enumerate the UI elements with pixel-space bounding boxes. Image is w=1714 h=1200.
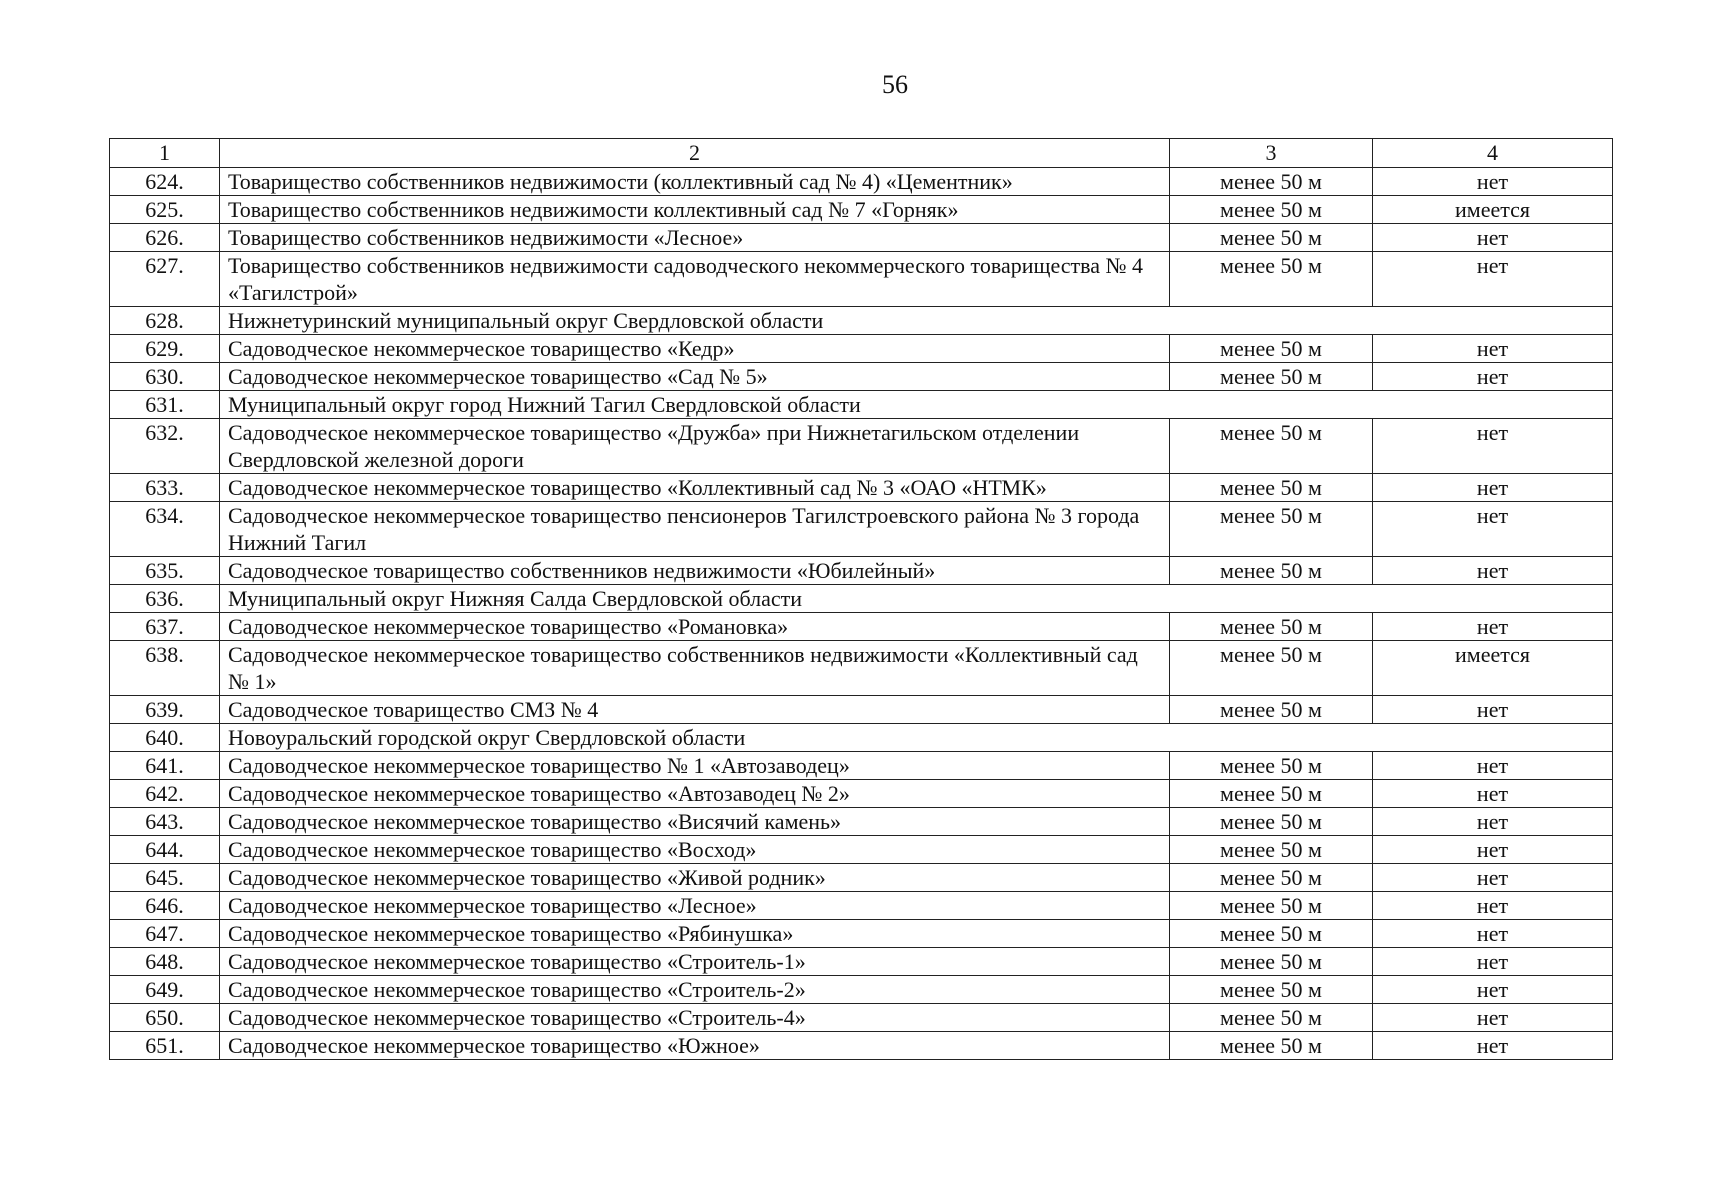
- distance-cell: менее 50 м: [1170, 502, 1373, 557]
- table-row: [110, 168, 1613, 196]
- name-cell: Садоводческое некоммерческое товарищество «Южное»: [220, 1032, 1170, 1060]
- distance-cell: менее 50 м: [1170, 920, 1373, 948]
- table-row: [110, 196, 1613, 224]
- table-row: [110, 224, 1613, 252]
- distance-cell: менее 50 м: [1170, 419, 1373, 474]
- name-cell: Садоводческое некоммерческое товарищество «Строитель-4»: [220, 1004, 1170, 1032]
- availability-cell: нет: [1373, 335, 1613, 363]
- table-group-row: [110, 585, 1613, 613]
- availability-cell: нет: [1373, 1004, 1613, 1032]
- column-header-1: 1: [110, 139, 220, 168]
- name-cell: Садоводческое некоммерческое товарищество «Кедр»: [220, 335, 1170, 363]
- row-number-cell: 646.: [110, 892, 220, 920]
- table-group-row: [110, 307, 1613, 335]
- distance-cell: менее 50 м: [1170, 696, 1373, 724]
- distance-cell: менее 50 м: [1170, 557, 1373, 585]
- table-row: [110, 335, 1613, 363]
- column-header-4: 4: [1373, 139, 1613, 168]
- distance-cell: менее 50 м: [1170, 864, 1373, 892]
- name-cell: Садоводческое некоммерческое товарищество «Дружба» при Нижнетагильском отделении Свердловской железной дороги: [220, 419, 1170, 474]
- name-cell: Садоводческое некоммерческое товарищество «Романовка»: [220, 613, 1170, 641]
- name-cell: Товарищество собственников недвижимости «Лесное»: [220, 224, 1170, 252]
- distance-cell: менее 50 м: [1170, 752, 1373, 780]
- availability-cell: нет: [1373, 976, 1613, 1004]
- table-header-row: [110, 139, 1613, 168]
- name-cell: Садоводческое товарищество собственников недвижимости «Юбилейный»: [220, 557, 1170, 585]
- row-number-cell: 629.: [110, 335, 220, 363]
- distance-cell: менее 50 м: [1170, 808, 1373, 836]
- name-cell: Садоводческое некоммерческое товарищество пенсионеров Тагилстроевского района № 3 города Нижний Тагил: [220, 502, 1170, 557]
- availability-cell: нет: [1373, 696, 1613, 724]
- availability-cell: нет: [1373, 948, 1613, 976]
- availability-cell: нет: [1373, 1032, 1613, 1060]
- availability-cell: нет: [1373, 780, 1613, 808]
- page-number: 56: [882, 70, 908, 99]
- distance-cell: менее 50 м: [1170, 196, 1373, 224]
- distance-cell: менее 50 м: [1170, 780, 1373, 808]
- row-number-cell: 648.: [110, 948, 220, 976]
- name-cell: Садоводческое некоммерческое товарищество «Лесное»: [220, 892, 1170, 920]
- row-number-cell: 642.: [110, 780, 220, 808]
- table-row: [110, 696, 1613, 724]
- row-number-cell: 633.: [110, 474, 220, 502]
- row-number-cell: 636.: [110, 585, 220, 613]
- availability-cell: нет: [1373, 752, 1613, 780]
- distance-cell: менее 50 м: [1170, 168, 1373, 196]
- availability-cell: нет: [1373, 502, 1613, 557]
- row-number-cell: 639.: [110, 696, 220, 724]
- availability-cell: имеется: [1373, 196, 1613, 224]
- availability-cell: нет: [1373, 808, 1613, 836]
- distance-cell: менее 50 м: [1170, 252, 1373, 307]
- name-cell: Товарищество собственников недвижимости коллективный сад № 7 «Горняк»: [220, 196, 1170, 224]
- table-row: [110, 419, 1613, 474]
- column-header-3: 3: [1170, 139, 1373, 168]
- row-number-cell: 641.: [110, 752, 220, 780]
- table-row: [110, 1004, 1613, 1032]
- availability-cell: нет: [1373, 892, 1613, 920]
- table-row: [110, 836, 1613, 864]
- distance-cell: менее 50 м: [1170, 892, 1373, 920]
- row-number-cell: 635.: [110, 557, 220, 585]
- row-number-cell: 651.: [110, 1032, 220, 1060]
- availability-cell: нет: [1373, 252, 1613, 307]
- row-number-cell: 649.: [110, 976, 220, 1004]
- distance-cell: менее 50 м: [1170, 976, 1373, 1004]
- distance-cell: менее 50 м: [1170, 641, 1373, 696]
- table-row: [110, 948, 1613, 976]
- table-row: [110, 252, 1613, 307]
- table-row: [110, 363, 1613, 391]
- name-cell: Садоводческое некоммерческое товарищество «Автозаводец № 2»: [220, 780, 1170, 808]
- distance-cell: менее 50 м: [1170, 836, 1373, 864]
- distance-cell: менее 50 м: [1170, 335, 1373, 363]
- name-cell: Садоводческое некоммерческое товарищество № 1 «Автозаводец»: [220, 752, 1170, 780]
- availability-cell: нет: [1373, 168, 1613, 196]
- row-number-cell: 631.: [110, 391, 220, 419]
- table-row: [110, 892, 1613, 920]
- name-cell: Товарищество собственников недвижимости (коллективный сад № 4) «Цементник»: [220, 168, 1170, 196]
- row-number-cell: 640.: [110, 724, 220, 752]
- distance-cell: менее 50 м: [1170, 1004, 1373, 1032]
- name-cell: Садоводческое товарищество СМЗ № 4: [220, 696, 1170, 724]
- distance-cell: менее 50 м: [1170, 474, 1373, 502]
- row-number-cell: 632.: [110, 419, 220, 474]
- distance-cell: менее 50 м: [1170, 363, 1373, 391]
- table-row: [110, 641, 1613, 696]
- availability-cell: нет: [1373, 224, 1613, 252]
- group-name-cell: Муниципальный округ город Нижний Тагил Свердловской области: [220, 391, 1613, 419]
- table-row: [110, 808, 1613, 836]
- name-cell: Садоводческое некоммерческое товарищество «Коллективный сад № 3 «ОАО «НТМК»: [220, 474, 1170, 502]
- column-header-2: 2: [220, 139, 1170, 168]
- table-row: [110, 752, 1613, 780]
- group-name-cell: Нижнетуринский муниципальный округ Свердловской области: [220, 307, 1613, 335]
- table-row: [110, 864, 1613, 892]
- table-row: [110, 613, 1613, 641]
- name-cell: Садоводческое некоммерческое товарищество «Рябинушка»: [220, 920, 1170, 948]
- row-number-cell: 650.: [110, 1004, 220, 1032]
- distance-cell: менее 50 м: [1170, 613, 1373, 641]
- name-cell: Садоводческое некоммерческое товарищество собственников недвижимости «Коллективный сад № 1»: [220, 641, 1170, 696]
- row-number-cell: 624.: [110, 168, 220, 196]
- row-number-cell: 625.: [110, 196, 220, 224]
- group-name-cell: Новоуральский городской округ Свердловской области: [220, 724, 1613, 752]
- row-number-cell: 644.: [110, 836, 220, 864]
- row-number-cell: 643.: [110, 808, 220, 836]
- registry-table: [109, 138, 1613, 1060]
- name-cell: Садоводческое некоммерческое товарищество «Строитель-1»: [220, 948, 1170, 976]
- distance-cell: менее 50 м: [1170, 224, 1373, 252]
- table-row: [110, 1032, 1613, 1060]
- group-name-cell: Муниципальный округ Нижняя Салда Свердловской области: [220, 585, 1613, 613]
- row-number-cell: 637.: [110, 613, 220, 641]
- availability-cell: нет: [1373, 864, 1613, 892]
- row-number-cell: 628.: [110, 307, 220, 335]
- table-row: [110, 976, 1613, 1004]
- row-number-cell: 630.: [110, 363, 220, 391]
- table-row: [110, 557, 1613, 585]
- name-cell: Садоводческое некоммерческое товарищество «Живой родник»: [220, 864, 1170, 892]
- name-cell: Садоводческое некоммерческое товарищество «Строитель-2»: [220, 976, 1170, 1004]
- row-number-cell: 634.: [110, 502, 220, 557]
- name-cell: Садоводческое некоммерческое товарищество «Сад № 5»: [220, 363, 1170, 391]
- availability-cell: нет: [1373, 363, 1613, 391]
- distance-cell: менее 50 м: [1170, 1032, 1373, 1060]
- availability-cell: нет: [1373, 920, 1613, 948]
- availability-cell: имеется: [1373, 641, 1613, 696]
- availability-cell: нет: [1373, 474, 1613, 502]
- name-cell: Садоводческое некоммерческое товарищество «Висячий камень»: [220, 808, 1170, 836]
- row-number-cell: 627.: [110, 252, 220, 307]
- name-cell: Садоводческое некоммерческое товарищество «Восход»: [220, 836, 1170, 864]
- table-body: [110, 139, 1613, 1060]
- table-row: [110, 474, 1613, 502]
- table-row: [110, 502, 1613, 557]
- table-group-row: [110, 391, 1613, 419]
- availability-cell: нет: [1373, 613, 1613, 641]
- row-number-cell: 626.: [110, 224, 220, 252]
- table-group-row: [110, 724, 1613, 752]
- row-number-cell: 647.: [110, 920, 220, 948]
- row-number-cell: 645.: [110, 864, 220, 892]
- availability-cell: нет: [1373, 836, 1613, 864]
- table-row: [110, 920, 1613, 948]
- name-cell: Товарищество собственников недвижимости садоводческого некоммерческого товарищества № 4 «Тагилстрой»: [220, 252, 1170, 307]
- row-number-cell: 638.: [110, 641, 220, 696]
- distance-cell: менее 50 м: [1170, 948, 1373, 976]
- table-row: [110, 780, 1613, 808]
- availability-cell: нет: [1373, 419, 1613, 474]
- availability-cell: нет: [1373, 557, 1613, 585]
